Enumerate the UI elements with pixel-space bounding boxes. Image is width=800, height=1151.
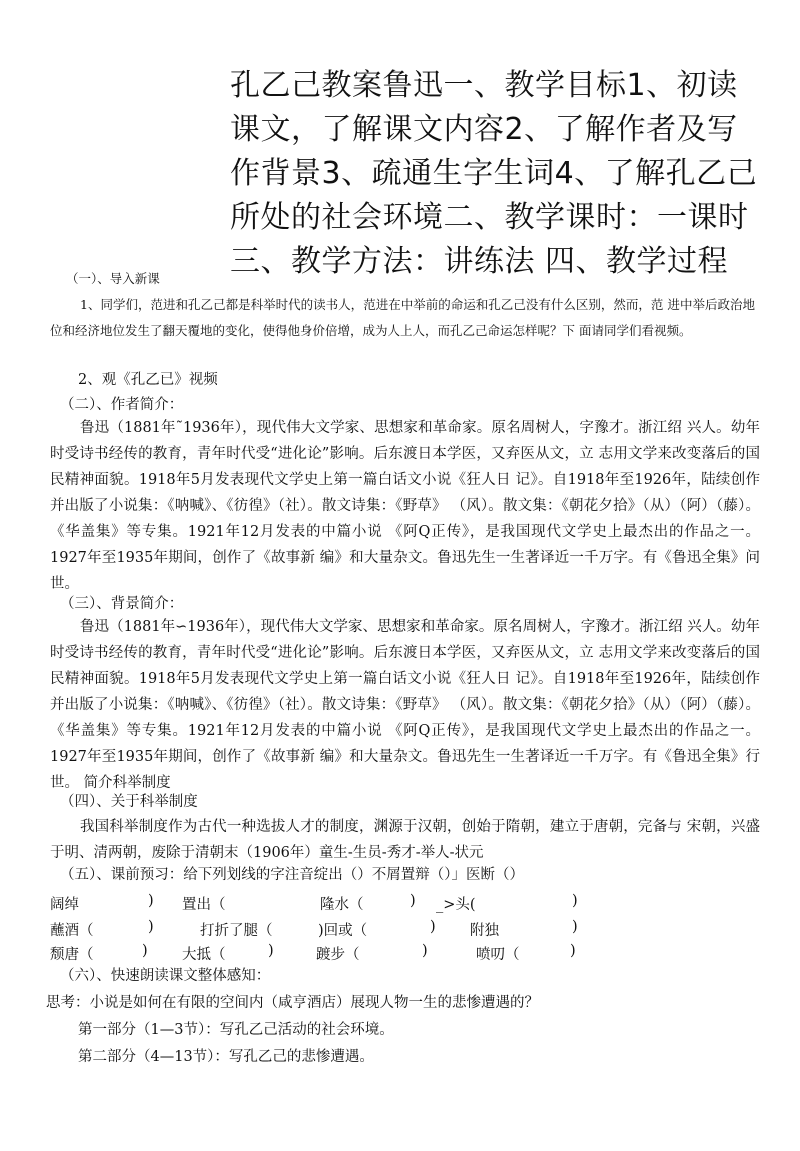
section-1-paragraph-1: 1、同学们，范进和孔乙己都是科举时代的读书人，范进在中举前的命运和孔乙己没有什么区别，然而，范 进中举后政治地位和经济地位发生了翻天覆地的变化，使得他身价倍增，成为人上人，而孔乙己命运怎样呢？下 面请同学们看视频。 <box>50 297 755 338</box>
section-5-heading: （五）、课前预习：给下列划线的字注音绽出（）不屑置辩（）」医断（） <box>60 867 524 883</box>
section-2-heading: （二）、作者简介： <box>60 397 184 413</box>
section-2-paragraph: 鲁迅（1881年˜1936年），现代伟大文学家、思想家和革命家。原名周树人，字豫才。浙江绍 兴人。幼年时受诗书经传的教育，青年时代受“进化论”影响。后东渡日本学医，又弃医从文，立 志用文学来改变落后的国民精神面貌。1918年5月发表现代文学史上第一篇白话文小说《狂人日 记》。自1918年至1926年，陆续创作并出版了小说集：《呐喊》、《彷徨》（社）。散文诗集：《野草》 （风）。散文集：《朝花夕拾》（从）（阿）（藤）。《华盖集》等专集。1921年12月发表的中篇小说 《阿Q正传》，是我国现代文学史上最杰出的作品之一。1927年至1935年期间，创作了《故事新 编》和大量杂文。鲁迅先生一生著译近一千万字。有《鲁迅全集》问世。 <box>50 420 760 592</box>
pinyin-item: ) <box>572 919 578 935</box>
pinyin-item: 置出（ <box>182 897 226 913</box>
pinyin-item: ) <box>570 943 576 959</box>
part-2: 第二部分（4—13节）：写孔乙己的悲惨遭遇。 <box>78 1049 374 1065</box>
pinyin-item: 附独 <box>470 923 499 939</box>
pinyin-item: ) <box>410 893 416 909</box>
pinyin-item: ) <box>268 943 274 959</box>
think-question: 思考：小说是如何在有限的空间内（咸亨酒店）展现人物一生的悲惨遭遇的？ <box>46 995 539 1011</box>
pinyin-item: ) <box>572 893 578 909</box>
pinyin-item: 大抵（ <box>182 947 226 963</box>
document-title: 孔乙己教案鲁迅一、教学目标1、初读课文，了解课文内容2、了解作者及写作背景3、疏通生字生词4、了解孔乙己所处的社会环境二、教学课时：一课时 三、教学方法：讲练法 四、教学过程 <box>230 68 758 279</box>
pinyin-item: _>头( <box>436 897 476 913</box>
part-1: 第一部分（1—3节）：写孔乙己活动的社会环境。 <box>78 1022 394 1038</box>
pinyin-item: 喷叨（ <box>476 947 520 963</box>
section-1-heading: （一）、导入新课 <box>66 271 160 286</box>
pinyin-item: 踱步（ <box>316 947 360 963</box>
pinyin-item: ) <box>148 893 154 909</box>
pinyin-item: 颓唐（ <box>50 947 94 963</box>
pinyin-item: )回或（ <box>318 923 368 939</box>
section-3-heading: （三）、背景简介： <box>60 596 184 612</box>
pinyin-item: 隆水（ <box>320 897 364 913</box>
section-1-paragraph-2: 2、观《孔乙已》视频 <box>78 372 218 388</box>
pinyin-row-2 <box>50 919 670 943</box>
pinyin-item: ) <box>430 919 436 935</box>
pinyin-row-1 <box>50 893 670 917</box>
section-4-paragraph: 我国科举制度作为古代一种选拔人才的制度，渊源于汉朝，创始于隋朝，建立于唐朝，完备与 宋朝，兴盛于明、清两朝，废除于清朝末（1906年）童生-生员-秀才-举人-状元 <box>50 819 760 861</box>
section-3-paragraph: 鲁迅（1881年∽1936年），现代伟大文学家、思想家和革命家。原名周树人，字豫才。浙江绍 兴人。幼年时受诗书经传的教育，青年时代受“进化论”影响。后东渡日本学医，又弃医从文，立 志用文学来改变落后的国民精神面貌。1918年5月发表现代文学史上第一篇白话文小说《狂人日 记》。自1918年至1926年，陆续创作并出版了小说集：《呐喊》、《彷徨》（社）。散文诗集：《野草》 （风）。散文集：《朝花夕拾》（从）（阿）（藤）。《华盖集》等专集。1921年12月发表的中篇小说 《阿Q正传》，是我国现代文学史上最杰出的作品之一。1927年至1935年期间，创作了《故事新 编》和大量杂文。鲁迅先生一生著译近一千万字。有《鲁迅全集》行世。 简介科举制度 <box>50 619 760 791</box>
pinyin-item: 蘸酒（ <box>50 923 94 939</box>
pinyin-item: 打折了腿（ <box>200 923 273 939</box>
pinyin-item: ) <box>142 943 148 959</box>
pinyin-item: ) <box>148 919 154 935</box>
pinyin-item: 阔绰 <box>50 897 79 913</box>
section-4-heading: （四）、关于科举制度 <box>60 794 198 810</box>
section-6-heading: （六）、快速朗读课文整体感知： <box>60 968 271 984</box>
pinyin-item: ) <box>422 943 428 959</box>
